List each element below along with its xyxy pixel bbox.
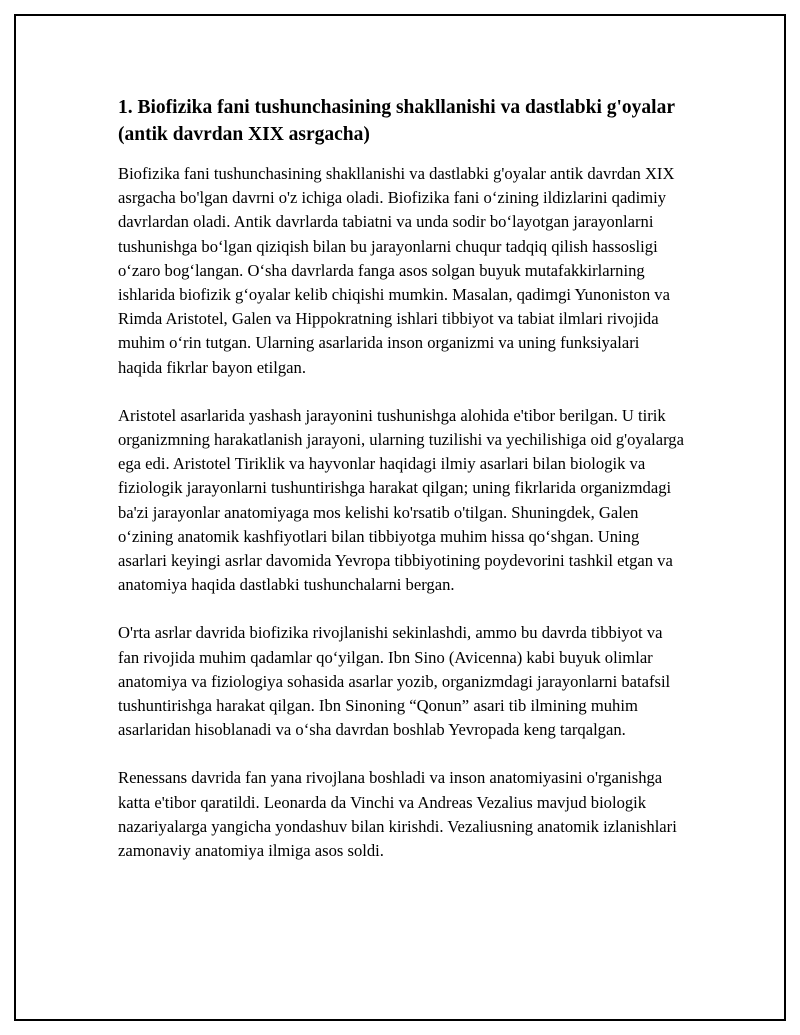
document-body [118, 94, 684, 887]
paragraph-middle-ages: O'rta asrlar davrida biofizika rivojlanishi sekinlashdi, ammo bu davrda tibbiyot va fan rivojida muhim qadamlar qo‘yilgan. Ibn Sino (Avicenna) kabi buyuk olimlar anatomiya va fiziologiya sohasida asarlar yozib, organizmdagi jarayonlarni batafsil tushuntirishga harakat qilgan. Ibn Sinoning “Qonun” asari tib ilmining muhim asarlaridan hisoblanadi va o‘sha davrdan boshlab Yevropada keng tarqalgan. [118, 623, 671, 740]
paragraph-intro: Biofizika fani tushunchasining shakllanishi va dastlabki g'oyalar antik davrdan XIX asrgacha bo'lgan davrni o'z ichiga oladi. Biofizika fani o‘zining ildizlarini qadimiy davrlardan oladi. Antik davrlarda tabiatni va unda sodir bo‘layotgan jarayonlarni tushunishga bo‘lgan qiziqish bilan bu jarayonlarni chuqur tadqiq qilish hassosligi o‘zaro bog‘langan. O‘sha davrlarda fanga asos solgan buyuk mutafakkirlarning ishlarida biofizik g‘oyalar kelib chiqishi mumkin. Masalan, qadimgi Yunoniston va Rimda Aristotel, Galen va Hippokratning ishlari tibbiyot va tabiat ilmlari rivojida muhim o‘rin tutgan. Ularning asarlarida inson organizmi va uning funksiyalari haqida fikrlar bayon etilgan. [118, 164, 675, 377]
paragraph-renaissance: Renessans davrida fan yana rivojlana boshladi va inson anatomiyasini o'rganishga katta e'tibor qaratildi. Leonarda da Vinchi va Andreas Vezalius mavjud biologik nazariyalarga yangicha yondashuv bilan kirishdi. Vezaliusning anatomik izlanishlari zamonaviy anatomiya ilmiga asos soldi. [118, 768, 677, 861]
paragraph-aristotle: Aristotel asarlarida yashash jarayonini tushunishga alohida e'tibor berilgan. U tirik organizmning harakatlanish jarayoni, ularning tuzilishi va yechilishiga oid g'oyalarga ega edi. Aristotel Tiriklik va hayvonlar haqidagi ilmiy asarlari bilan biologik va fiziologik jarayonlarni tushuntirishga harakat qilgan; uning fikrlarida organizmdagi ba'zi jarayonlar anatomiyaga mos kelishi ko'rsatib o'tilgan. Shuningdek, Galen o‘zining anatomik kashfiyotlari bilan tibbiyotga muhim hissa qo‘shgan. Uning asarlari keyingi asrlar davomida Yevropa tibbiyotining poydevorini tashkil etgan va anatomiya haqida dastlabki tushunchalarni bergan. [118, 405, 684, 595]
section-heading: 1. Biofizika fani tushunchasining shakllanishi va dastlabki g'oyalar (antik davrdan XIX asrgacha) [118, 97, 675, 145]
